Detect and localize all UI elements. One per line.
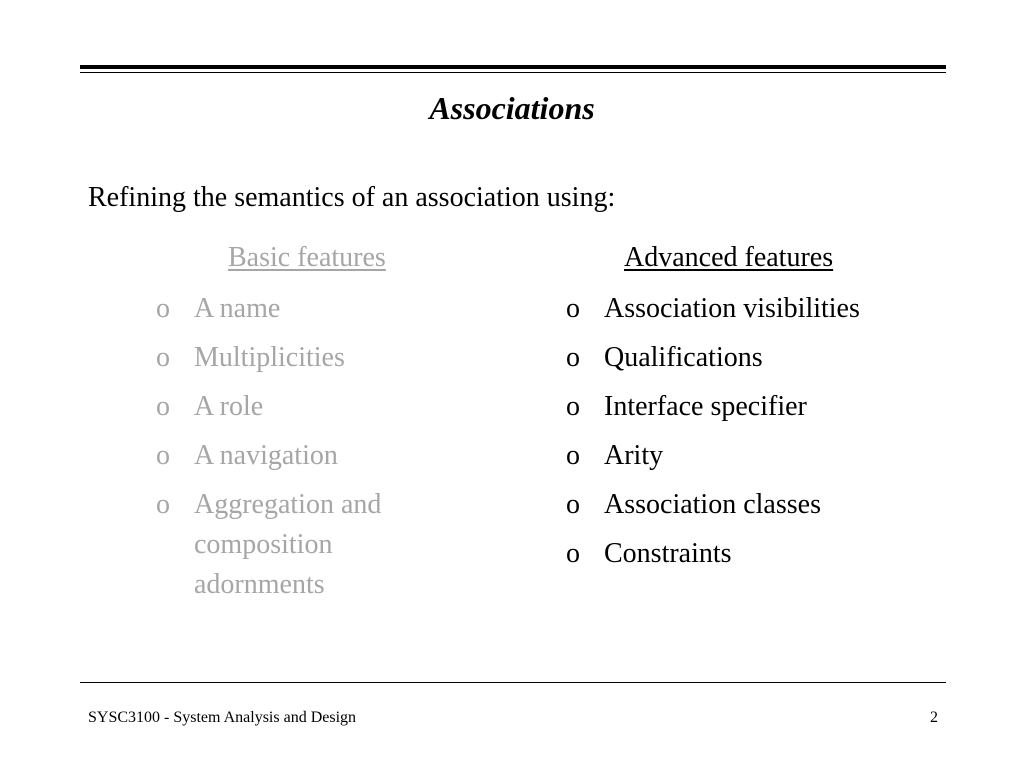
bullet-marker: o xyxy=(566,489,580,520)
list-item xyxy=(560,289,950,329)
list-item-text: Association visibilities xyxy=(604,293,860,324)
list-item-text: Constraints xyxy=(604,538,732,569)
bullet-marker: o xyxy=(156,489,170,520)
list-item xyxy=(560,338,950,378)
bullet-marker: o xyxy=(156,293,170,324)
list-item-text: Aggregation and composition adornments xyxy=(194,489,382,600)
bullet-marker: o xyxy=(156,342,170,373)
bottom-rule xyxy=(80,682,946,683)
list-item xyxy=(150,387,500,427)
basic-features-list xyxy=(150,289,500,605)
list-item-text: A role xyxy=(194,391,264,422)
list-item xyxy=(560,387,950,427)
footer-course-title: SYSC3100 - System Analysis and Design xyxy=(88,709,357,726)
list-item-text: A name xyxy=(194,293,281,324)
list-item-text: Qualifications xyxy=(604,342,763,373)
list-item xyxy=(150,436,500,476)
list-item-text: Interface specifier xyxy=(604,391,807,422)
bullet-marker: o xyxy=(156,391,170,422)
bullet-marker: o xyxy=(156,440,170,471)
basic-features-heading: Basic features xyxy=(228,242,386,273)
bullet-marker: o xyxy=(566,293,580,324)
bullet-marker: o xyxy=(566,391,580,422)
intro-text: Refining the semantics of an association using: xyxy=(88,182,616,213)
bullet-marker: o xyxy=(566,440,580,471)
bullet-marker: o xyxy=(566,342,580,373)
list-item xyxy=(150,485,500,605)
top-rule-thin xyxy=(80,72,946,73)
page-number: 2 xyxy=(930,709,938,726)
list-item-text: Arity xyxy=(604,440,664,471)
list-item xyxy=(150,338,500,378)
list-item xyxy=(560,534,950,574)
top-rule-thick xyxy=(80,65,946,69)
advanced-features-list xyxy=(560,289,950,574)
advanced-features-column xyxy=(560,240,950,583)
list-item-text: Association classes xyxy=(604,489,821,520)
list-item xyxy=(150,289,500,329)
list-item-text: A navigation xyxy=(194,440,338,471)
slide-title: Associations xyxy=(429,90,595,126)
list-item-text: Multiplicities xyxy=(194,342,345,373)
basic-features-column xyxy=(150,240,500,614)
list-item xyxy=(560,485,950,525)
list-item xyxy=(560,436,950,476)
bullet-marker: o xyxy=(566,538,580,569)
advanced-features-heading: Advanced features xyxy=(624,242,834,273)
